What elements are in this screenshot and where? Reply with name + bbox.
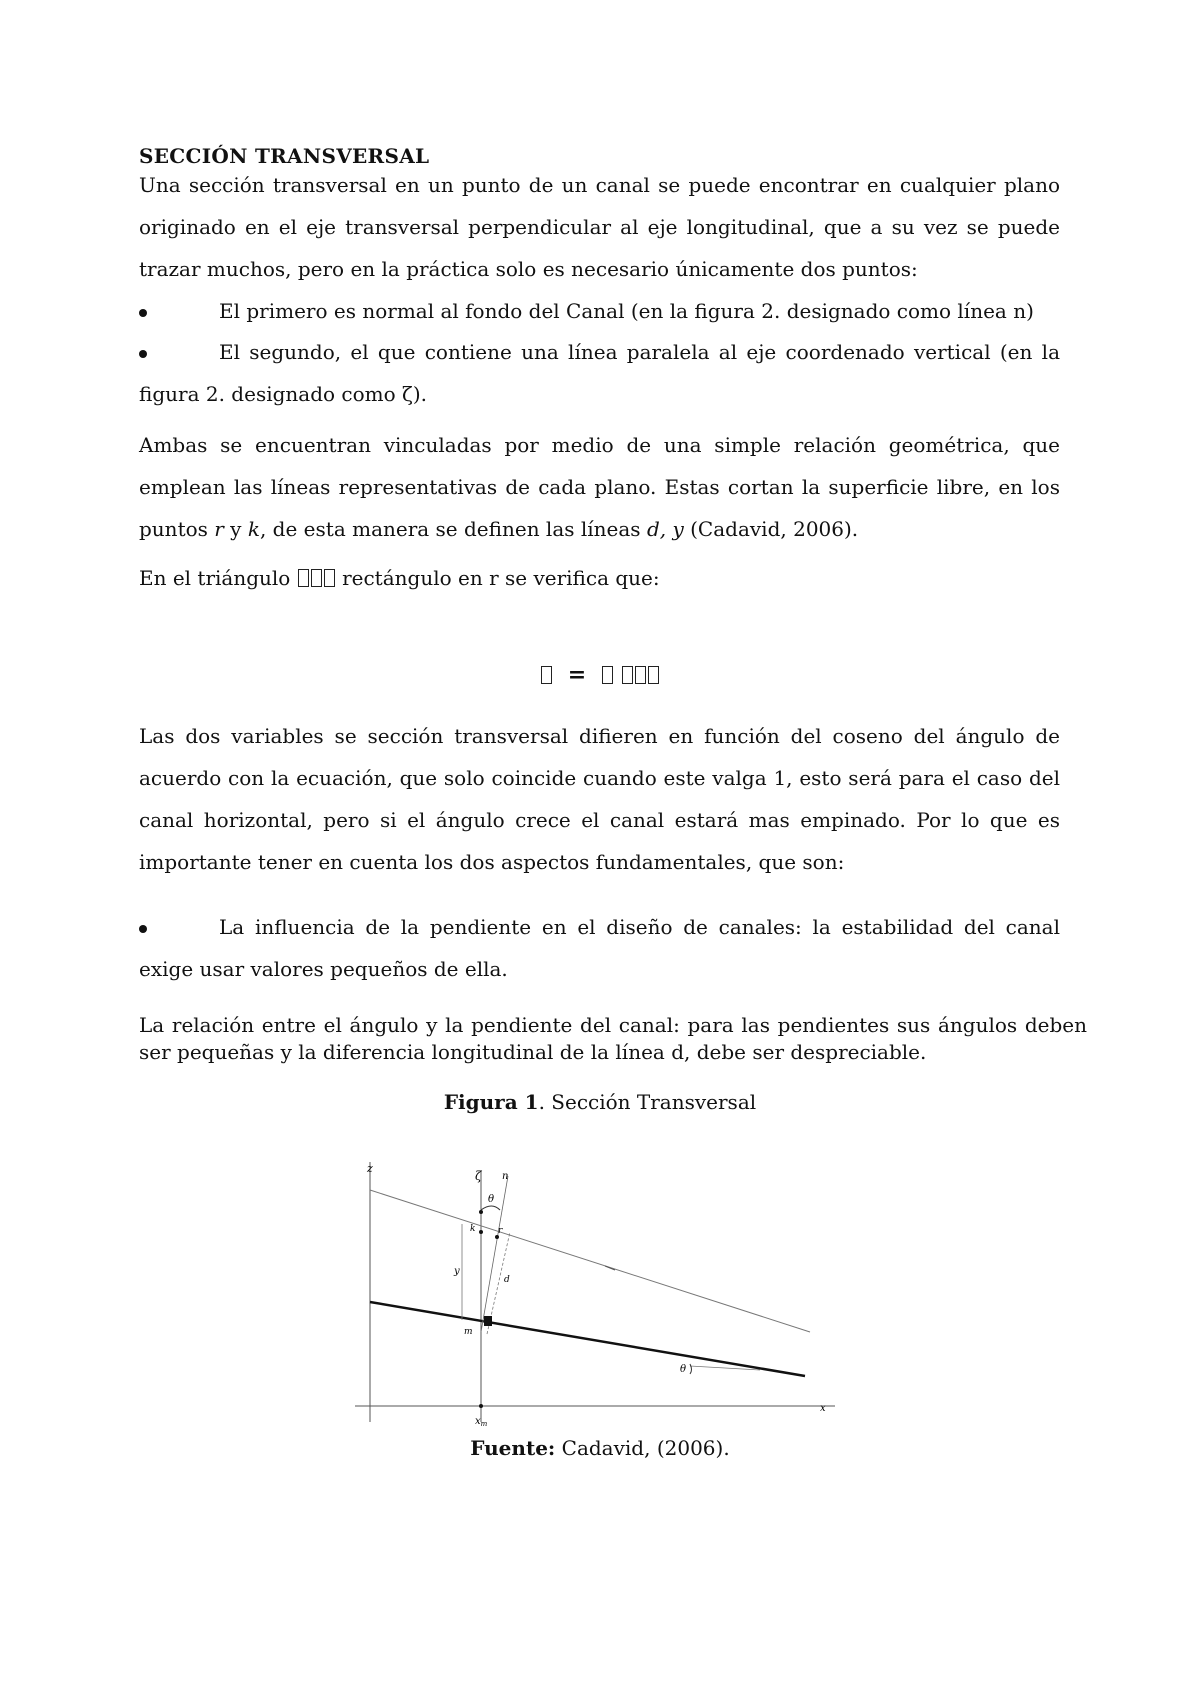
source-text: Cadavid, (2006).: [555, 1436, 730, 1460]
figure-number: Figura 1: [443, 1090, 539, 1114]
bullet-dot: [139, 331, 219, 373]
missing-glyph: [635, 666, 646, 684]
missing-glyph: [541, 666, 552, 684]
theta-bottom-arc: [690, 1364, 692, 1374]
equals-sign: =: [567, 662, 587, 688]
section-heading: SECCIÓN TRANSVERSAL: [139, 144, 430, 168]
paragraph-relation: [139, 424, 1060, 550]
bullet-text: El primero es normal al fondo del Canal (en la figura 2. designado como línea n): [219, 299, 1034, 323]
figure-title: . Sección Transversal: [538, 1090, 757, 1114]
paragraph-variables: Las dos variables se sección transversal difieren en función del coseno del ángulo de acuerdo con la ecuación, que solo coincide cuando este valga 1, esto será para el caso del canal horizontal, pero si el ángulo crece el canal estará mas empinado. Por lo que es importante tener en cuenta los dos aspectos fundamentales, que son:: [139, 724, 1060, 874]
label-xm: $x_m$: [475, 1416, 488, 1428]
theta-top-dot: [479, 1210, 483, 1214]
missing-glyph: [648, 666, 659, 684]
cross-section-figure: [350, 1152, 850, 1428]
bullet-item-3: [139, 906, 1060, 990]
paragraph-triangle: [139, 557, 1060, 599]
label-k: k: [470, 1224, 476, 1234]
channel-bottom-line: [370, 1302, 805, 1376]
bullet-text: El segundo, el que contiene una línea paralela al eje coordenado vertical (en la figura 2. designado como ζ).: [139, 340, 1060, 406]
point-k: k: [247, 517, 260, 541]
missing-glyph-group: [297, 566, 336, 590]
missing-glyph: [622, 666, 633, 684]
paragraph-intro: Una sección transversal en un punto de un canal se puede encontrar en cualquier plano originado en el eje transversal perpendicular al eje longitudinal, que a su vez se puede trazar muchos, pero en la práctica solo es necesario únicamente dos puntos:: [139, 173, 1060, 281]
lines-d-y: d, y: [646, 517, 684, 541]
bullet-dot: [139, 290, 219, 332]
point-m-square: [484, 1316, 492, 1326]
text-segment: En el triángulo: [139, 566, 297, 590]
label-zeta: ζ: [475, 1169, 482, 1183]
bullet-item-2: [139, 331, 1060, 415]
figure-caption: [0, 1090, 1200, 1114]
paragraph-slope: La relación entre el ángulo y la pendiente del canal: para las pendientes sus ángulos deben ser pequeñas y la diferencia longitudinal de la línea d, debe ser despreciable.: [139, 1013, 1087, 1064]
label-r: r: [498, 1226, 503, 1236]
bullet-text: La influencia de la pendiente en el diseño de canales: la estabilidad del canal exige usar valores pequeños de ella.: [139, 915, 1060, 981]
label-m: m: [464, 1327, 473, 1337]
label-theta-bottom: θ: [680, 1364, 687, 1375]
normal-line-n: [481, 1176, 508, 1332]
theta-top-arc: [481, 1206, 500, 1210]
text-segment: Ambas se encuentran vinculadas por medio de una simple relación geométrica, que emplean las líneas representativas de cada plano. Estas cortan la superficie libre, en los puntos: [139, 433, 1060, 541]
surface-marker: [605, 1266, 615, 1270]
text-segment: , de esta manera se definen las líneas: [259, 517, 647, 541]
label-x: x: [820, 1403, 826, 1414]
missing-glyph: [602, 666, 613, 684]
label-z: z: [367, 1162, 373, 1175]
label-d: d: [504, 1275, 510, 1285]
label-n: n: [502, 1171, 509, 1182]
bullet-item-1: [139, 290, 1060, 332]
point-k-dot: [479, 1230, 483, 1234]
label-y: y: [454, 1266, 460, 1277]
bullet-dot: [139, 906, 219, 948]
text-segment: rectángulo en r se verifica que:: [335, 566, 660, 590]
free-surface-line: [370, 1190, 810, 1332]
text-segment: (Cadavid, 2006).: [683, 517, 859, 541]
figure-source: [0, 1436, 1200, 1460]
xm-dot: [479, 1404, 483, 1408]
point-r: r: [214, 517, 224, 541]
label-theta-top: θ: [488, 1194, 495, 1205]
source-label: Fuente:: [470, 1436, 556, 1460]
text-segment: y: [223, 517, 248, 541]
equation: [0, 662, 1200, 688]
